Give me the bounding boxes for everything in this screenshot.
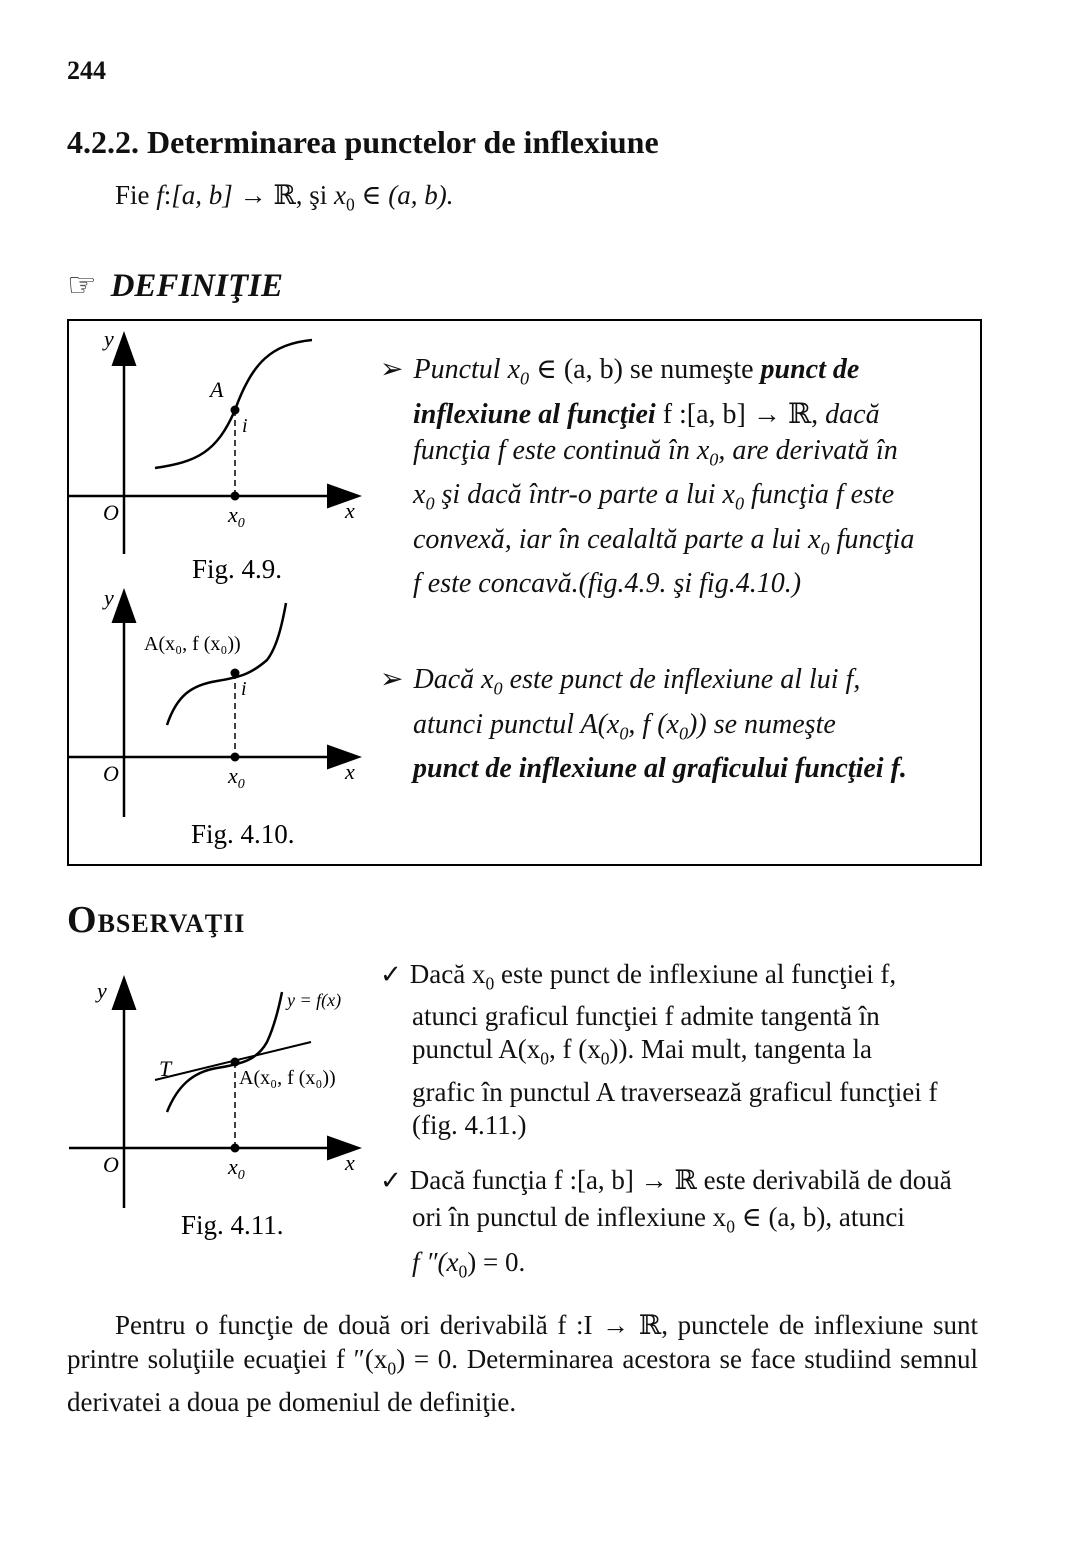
p1-start: Punctul bbox=[413, 354, 501, 385]
p1-x0: x bbox=[507, 354, 520, 385]
p1-line5-sub: 0 bbox=[820, 538, 830, 559]
fig3-x-label: x bbox=[345, 1150, 355, 1175]
p1-line3-sub: 0 bbox=[709, 449, 719, 470]
p1-line5-end: funcţia bbox=[829, 523, 915, 555]
p1-line3: funcţia f este continuă în x bbox=[413, 434, 710, 466]
obs2-b-end: ∈ (a, b), atunci bbox=[734, 1202, 905, 1232]
fig3-curve-label: y = f(x) bbox=[287, 990, 342, 1010]
definition-heading bbox=[67, 265, 283, 305]
fig1-x0-label: $x_0$ bbox=[228, 502, 245, 531]
p2-line2-sub2: 0 bbox=[678, 723, 689, 744]
fig1-point-a bbox=[231, 406, 240, 415]
fig3-origin: O bbox=[103, 1152, 119, 1177]
obs2-c-end: ) = 0. bbox=[467, 1247, 526, 1278]
obs1-c: atunci graficul funcţiei f admite tangentă în bbox=[412, 1001, 880, 1032]
p1-line4a: x bbox=[413, 479, 426, 511]
figure-4-10 bbox=[67, 585, 377, 855]
p2-mid: este punct de inflexiune al lui f, bbox=[502, 664, 861, 695]
fig2-x-label: x bbox=[345, 759, 355, 784]
fig1-origin: O bbox=[103, 500, 119, 525]
fig3-a-label: A(x₀, f (x₀)) bbox=[239, 1067, 336, 1089]
obs-title-rest: BSERVAŢII bbox=[97, 909, 246, 938]
intro-fie: Fie bbox=[115, 180, 150, 210]
p1-bold2: inflexiune al funcţiei bbox=[413, 398, 656, 430]
obs1-d-mid: , f (x bbox=[549, 1034, 601, 1065]
figure-4-11 bbox=[67, 972, 377, 1247]
fig3-y-label: y bbox=[97, 978, 107, 1003]
observation-item-2 bbox=[380, 1162, 965, 1290]
fig2-point-a bbox=[231, 669, 240, 678]
fig3-curve bbox=[167, 992, 282, 1112]
obs1-b: este punct de inflexiune al funcţiei f, bbox=[494, 959, 897, 989]
obs2-b: ori în punctul de inflexiune x bbox=[412, 1202, 727, 1232]
obs2-c: f ″(x bbox=[412, 1247, 459, 1278]
fig1-point-x0 bbox=[231, 492, 240, 501]
closing-a: Pentru o funcţie de două ori derivabilă f :I → ℝ, punctele de inflexiune sunt printre soluţiile ecuaţiei f ″(x bbox=[67, 1310, 978, 1374]
p2-line2-sub1: 0 bbox=[619, 723, 629, 744]
fig1-y-label: y bbox=[104, 326, 114, 351]
p1-line6: f este concavă.(fig.4.9. şi fig.4.10.) bbox=[413, 568, 802, 600]
fig2-x0-label: $x_0$ bbox=[228, 763, 245, 792]
p2-start-sub: 0 bbox=[493, 678, 503, 699]
definition-title: DEFINIŢIE bbox=[110, 268, 283, 304]
p1-fn: f :[a, b] → ℝ, bbox=[662, 398, 819, 430]
fig1-a-label: A bbox=[210, 377, 224, 402]
obs1-d-sub2: 0 bbox=[600, 1048, 610, 1069]
fig2-y-label: y bbox=[104, 585, 114, 610]
obs1-f: (fig. 4.11.) bbox=[412, 1109, 527, 1140]
intro-x0: x bbox=[334, 180, 346, 210]
intro-f: f bbox=[156, 180, 164, 210]
p2-line2-mid: , f (x bbox=[628, 708, 679, 740]
closing-b: ) = 0. Determinarea acestora se face studiind semnul derivatei a doua pe domeniul de definiţie. bbox=[67, 1344, 978, 1418]
hand-pointing-icon: ☞ bbox=[67, 268, 97, 304]
obs1-d-sub1: 0 bbox=[540, 1048, 550, 1069]
fig3-caption: Fig. 4.11. bbox=[181, 1210, 284, 1240]
fig1-x-label: x bbox=[345, 498, 355, 523]
fig1-curve bbox=[155, 340, 312, 468]
intro-line: Fie f:[a, b] → ℝ, şi $x_0$ ∈ (a, b). bbox=[115, 180, 454, 215]
closing-paragraph bbox=[67, 1308, 978, 1419]
obs1-d-end: )). Mai mult, tangenta la bbox=[609, 1034, 872, 1065]
fig2-i-label: i bbox=[241, 678, 247, 700]
p1-line5: convexă, iar în cealaltă parte a lui x bbox=[413, 523, 821, 555]
page-number: 244 bbox=[67, 56, 106, 85]
obs2-b-sub: 0 bbox=[726, 1216, 735, 1237]
fig2-a-label: A(x₀, f (x₀)) bbox=[144, 633, 241, 655]
obs1-a-sub: 0 bbox=[485, 973, 495, 994]
definition-paragraph-2 bbox=[380, 662, 960, 787]
section-title: 4.2.2. Determinarea punctelor de inflexiune bbox=[67, 124, 659, 160]
p2-line2: atunci punctul A(x bbox=[413, 708, 620, 740]
p1-line4a-sub: 0 bbox=[425, 493, 435, 514]
intro-arrow: → ℝ, şi bbox=[239, 180, 328, 210]
figure-4-9 bbox=[67, 322, 377, 592]
p2-start: Dacă x bbox=[413, 664, 494, 695]
arrow-bullet-icon: ➢ bbox=[380, 354, 404, 385]
arrow-bullet-icon: ➢ bbox=[380, 664, 404, 695]
obs1-a: Dacă x bbox=[409, 959, 486, 989]
obs2-c-sub: 0 bbox=[458, 1261, 468, 1282]
intro-in: ∈ (a, b). bbox=[361, 180, 454, 210]
checkmark-icon: ✓ bbox=[380, 1166, 402, 1196]
observation-item-1 bbox=[380, 958, 965, 1142]
observations-heading bbox=[67, 898, 245, 942]
p1-daca: dacă bbox=[825, 398, 880, 430]
obs1-e: grafic în punctul A traversează graficul funcţiei f bbox=[412, 1076, 938, 1107]
fig3-point-x0 bbox=[231, 1144, 240, 1153]
p2-bold: punct de inflexiune al graficului funcţiei f. bbox=[413, 753, 907, 785]
p1-line4c: funcţia f este bbox=[744, 479, 895, 511]
fig1-i-label: i bbox=[242, 415, 248, 437]
obs1-d: punctul A(x bbox=[412, 1034, 541, 1065]
fig2-point-x0 bbox=[231, 753, 240, 762]
obs-title-big: O bbox=[67, 899, 98, 941]
checkmark-icon: ✓ bbox=[380, 960, 402, 990]
definition-paragraph-1 bbox=[380, 352, 960, 602]
fig2-origin: O bbox=[103, 761, 119, 786]
fig3-x0-label: $x_0$ bbox=[228, 1154, 245, 1183]
fig3-point-a bbox=[231, 1058, 240, 1067]
closing-a-sub: 0 bbox=[387, 1358, 397, 1379]
p1-line4b-sub: 0 bbox=[734, 493, 745, 514]
obs2-a: Dacă funcţia f :[a, b] → ℝ este derivabilă de două bbox=[409, 1165, 952, 1195]
fig3-t-label: T bbox=[159, 1056, 172, 1081]
p1-line3-end: , are derivată în bbox=[718, 434, 898, 466]
intro-x0-sub: 0 bbox=[346, 194, 355, 215]
p1-line4b: şi dacă într-o parte a lui x bbox=[434, 479, 735, 511]
p1-bold1: punct de bbox=[760, 354, 860, 385]
p1-x0-sub: 0 bbox=[520, 368, 530, 389]
fig2-curve bbox=[167, 603, 286, 725]
intro-interval: [a, b] bbox=[171, 180, 233, 210]
fig2-caption: Fig. 4.10. bbox=[191, 819, 295, 849]
p1-mid: ∈ (a, b) se numeşte bbox=[536, 354, 754, 385]
p2-line2-end: )) se numeşte bbox=[688, 708, 836, 740]
fig1-caption: Fig. 4.9. bbox=[192, 554, 283, 584]
